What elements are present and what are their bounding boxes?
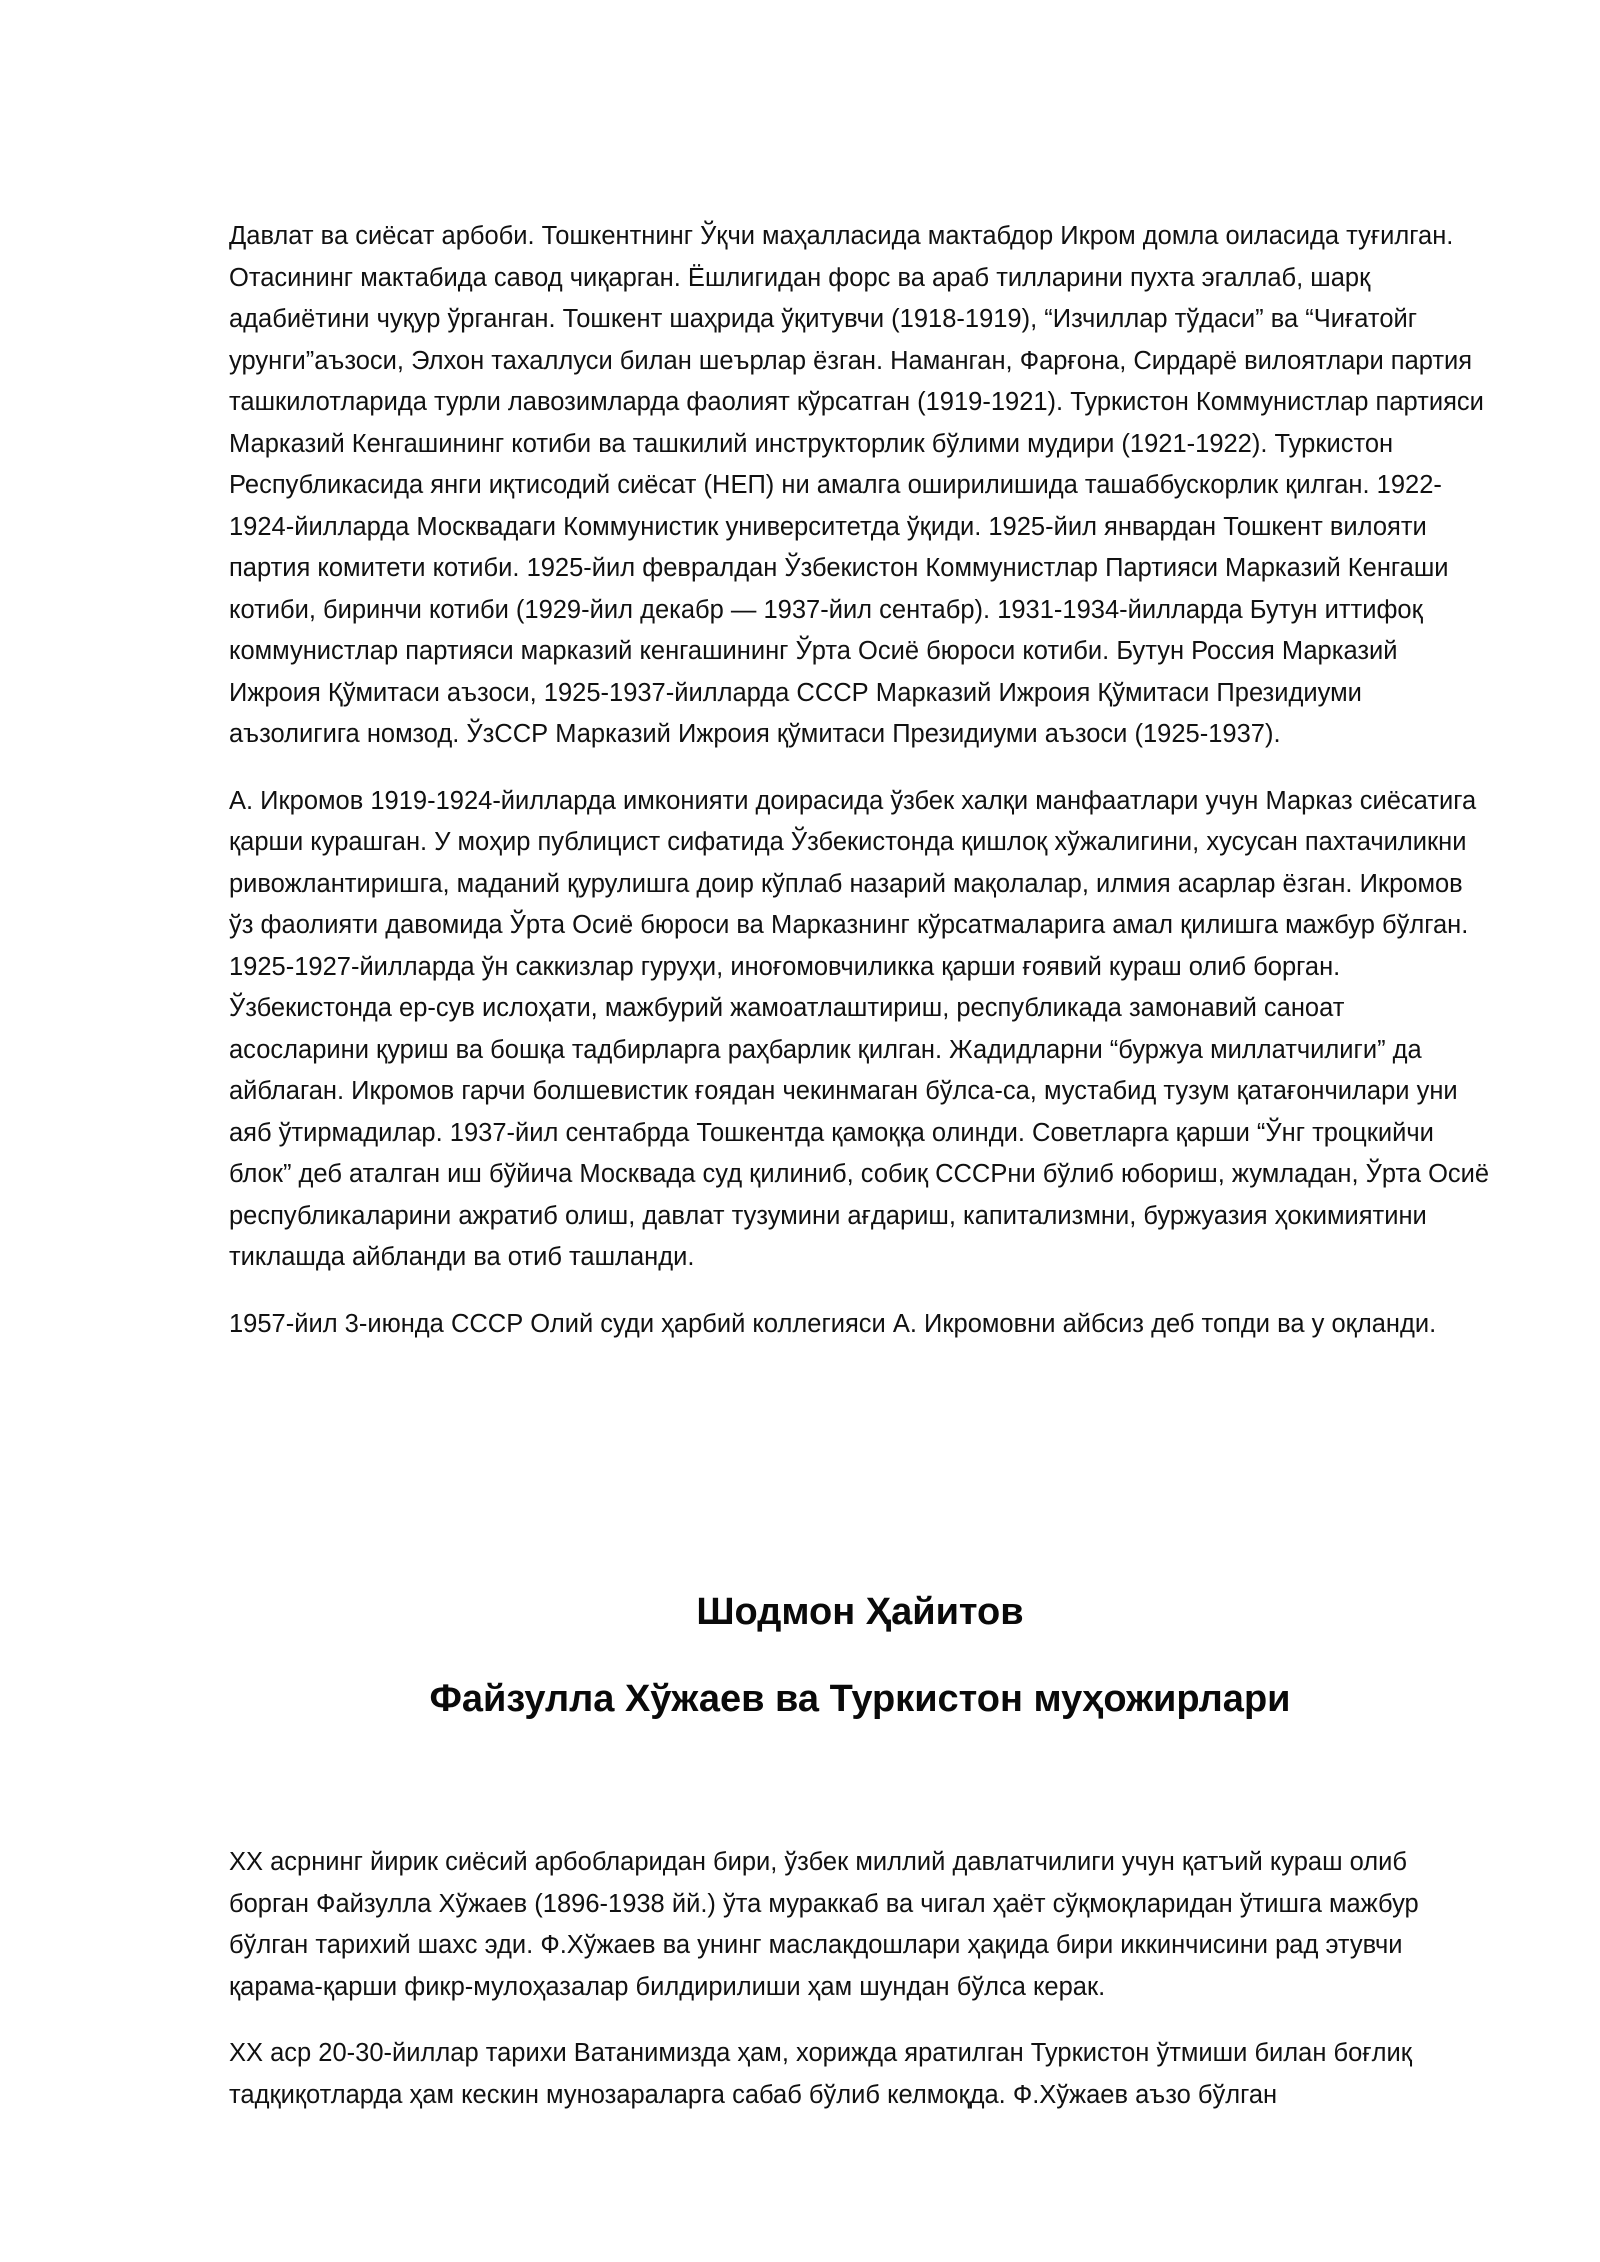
paragraph-history-debate: XX аср 20-30-йиллар тарихи Ватанимизда ҳам, хорижда яратилган Туркистон ўтмиши билан боғлиқ тадқиқотларда ҳам кескин мунозараларга сабаб бўлиб келмоқда. Ф.Хўжаев аъзо бўлган xyxy=(229,2039,1412,2109)
paragraph-biography: Давлат ва сиёсат арбоби. Тошкентнинг Ўқчи маҳалласида мактабдор Икром домла оиласида туғилган. Отасининг мактабида савод чиқарган. Ёшлигидан форс ва араб тилларини пухта эгаллаб, шарқ адабиётини чуқур ўрганган. Тошкент шаҳрида ўқитувчи (1918-1919), “Изчиллар тўдаси” ва “Чиғатойг урунги”аъзоси, Элхон тахаллуси билан шеърлар ёзган. Наманган, Фарғона, Сирдарё вилоятлари партия ташкилотларида турли лавозимларда фаолият кўрсатган (1919-1921). Туркистон Коммунистлар партияси Марказий Кенгашининг котиби ва ташкилий инструкторлик бўлими мудири (1921-1922). Туркистон Республикасида янги иқтисодий сиёсат (НЕП) ни амалга оширилишида ташаббускорлик қилган. 1922-1924-йилларда Москвадаги Коммунистик университетда ўқиди. 1925-йил январдан Тошкент вилояти партия комитети котиби. 1925-йил февралдан Ўзбекистон Коммунистлар Партияси Марказий Кенгаши котиби, биринчи котиби (1929-йил декабр — 1937-йил сентабр). 1931-1934-йилларда Бутун иттифоқ коммунистлар партияси марказий кенгашининг Ўрта Осиё бюроси котиби. Бутун Россия Марказий Ижроия Қўмитаси аъзоси, 1925-1937-йилларда СССР Марказий Ижроия Қўмитаси Президиуми аъзолигига номзод. ЎзССР Марказий Ижроия қўмитаси Президиуми аъзоси (1925-1937). xyxy=(229,222,1484,748)
document-body-section-1 xyxy=(229,216,1491,1345)
paragraph-rehabilitation: 1957-йил 3-июнда СССР Олий суди ҳарбий коллегияси А. Икромовни айбсиз деб топди ва у оқланди. xyxy=(229,1309,1437,1338)
paragraph-ikromov-activity: А. Икромов 1919-1924-йилларда имконияти доирасида ўзбек халқи манфаатлари учун Марказ сиёсатига қарши курашган. У моҳир публицист сифатида Ўзбекистонда қишлоқ хўжалигини, хусусан пахтачиликни ривожлантиришга, маданий қурулишга доир кўплаб назарий мақолалар, илмия асарлар ёзган. Икромов ўз фаолияти давомида Ўрта Осиё бюроси ва Марказнинг кўрсатмаларига амал қилишга мажбур бўлган. 1925-1927-йилларда ўн саккизлар гуруҳи, иноғомовчиликка қарши ғоявий кураш олиб борган. Ўзбекистонда ер-сув ислоҳати, мажбурий жамоатлаштириш, республикада замонавий саноат асосларини қуриш ва бошқа тадбирларга раҳбарлик қилган. Жадидларни “буржуа миллатчилиги” да айблаган. Икромов гарчи болшевистик ғоядан чекинмаган бўлса-са, мустабид тузум қатағончилари уни аяб ўтирмадилар. 1937-йил сентабрда Тошкентда қамоққа олинди. Советларга қарши “Ўнг троцкийчи блок” деб аталган иш бўйича Москвада суд қилиниб, собиқ СССРни бўлиб юбориш, жумладан, Ўрта Осиё республикаларини ажратиб олиш, давлат тузумини ағдариш, капитализмни, буржуазия ҳокимиятини тиклашда айбланди ва отиб ташланди. xyxy=(229,786,1490,1271)
article-title-heading: Файзулла Хўжаев ва Туркистон муҳожирлари xyxy=(429,1678,1291,1720)
article-author-heading: Шодмон Ҳайитов xyxy=(696,1591,1024,1633)
document-body-section-2 xyxy=(229,1842,1491,2116)
paragraph-intro-khojaev: XX асрнинг йирик сиёсий арбобларидан бири, ўзбек миллий давлатчилиги учун қатъий кураш олиб борган Файзулла Хўжаев (1896-1938 йй.) ўта мураккаб ва чигал ҳаёт сўқмоқларидан ўтишга мажбур бўлган тарихий шахс эди. Ф.Хўжаев ва унинг маслакдошлари ҳақида бири иккинчисини рад этувчи қарама-қарши фикр-мулоҳазалар билдирилиши ҳам шундан бўлса керак. xyxy=(229,1848,1419,2001)
